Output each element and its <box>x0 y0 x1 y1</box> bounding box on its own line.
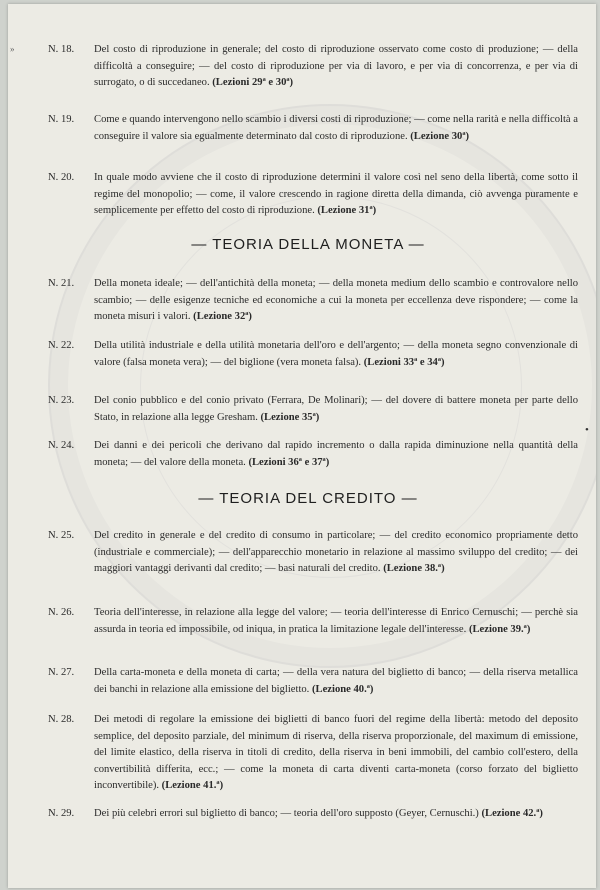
entry-lesson: (Lezioni 33ª e 34ª) <box>363 356 445 368</box>
entry-28 <box>48 712 578 795</box>
entry-number: N. 19. <box>48 114 75 125</box>
entry-number: N. 22. <box>48 340 75 351</box>
entry-lesson: (Lezione 31ª) <box>317 205 377 217</box>
entry-21 <box>48 276 578 326</box>
entry-25 <box>48 528 578 578</box>
entry-text: Dei danni e dei pericoli che derivano dal rapido incremento o dalla rapida diminuzione nella quantità della moneta; — del valore della moneta. <box>94 440 578 468</box>
entry-23 <box>48 393 578 426</box>
entry-number: N. 21. <box>48 278 75 289</box>
margin-tick: • <box>585 424 589 436</box>
entry-lesson: (Lezione 35ª) <box>260 411 320 423</box>
entry-text: Teoria dell'interesse, in relazione alla legge del valore; — teoria dell'interesse di Enrico Cernuschi; — perchè sia assurda in teoria ed impossibile, od iniqua, in pratica la limitazione legale dell'interesse. <box>94 607 578 635</box>
entry-lesson: (Lezione 32ª) <box>193 311 252 323</box>
entry-26 <box>48 605 578 638</box>
entry-number: N. 26. <box>48 607 75 618</box>
entry-text: Della moneta ideale; — dell'antichità della moneta; — della moneta medium dello scambio e controvalore nello scambio; — delle esigenze tecniche ed economiche a cui la moneta per eccellenza deve rispondere; — come la moneta misuri i valori. <box>94 278 578 323</box>
entry-text: Dei più celebri errori sul biglietto di banco; — teoria dell'oro supposto (Geyer, Cernuschi.) <box>94 808 479 819</box>
document-page <box>8 4 596 888</box>
margin-mark: » <box>10 44 15 54</box>
entry-text: Dei metodi di regolare la emissione dei biglietti di banco fuori del regime della libertà: metodo del deposito semplice, del deposito parziale, del minimum di riserva, della riserva proporzionale, del maximum di emissione, del limite elastico, della riserva in titoli di credito, della riserva in beni immobili, del cambio coll'estero, della convertibilità differita, ecc.; — come la moneta di carta diventi carta-moneta (corso forzato del biglietto inconvertibile). <box>94 714 578 792</box>
entry-number: N. 25. <box>48 530 75 541</box>
entry-text: Del credito in generale e del credito di consumo in particolare; — del credito economico propriamente detto (industriale e commerciale); — dell'apparecchio monetario in relazione al massimo sviluppo del credito; — dei maggiori vantaggi derivanti dal credito; — basi naturali del credito. <box>94 530 578 575</box>
entry-number: N. 18. <box>48 44 75 55</box>
entry-lesson: (Lezione 41.ª) <box>161 780 224 792</box>
entry-number: N. 20. <box>48 172 75 183</box>
entry-lesson: (Lezioni 36ª e 37ª) <box>248 456 330 468</box>
entry-18 <box>48 42 578 92</box>
entry-lesson: (Lezione 30ª) <box>410 130 470 142</box>
section-heading-moneta: — TEORIA DELLA MONETA — <box>191 236 425 253</box>
entry-text: Del conio pubblico e del conio privato (Ferrara, De Molinari); — del dovere di battere moneta per parte dello Stato, in relazione alla legge Gresham. <box>94 395 578 423</box>
entry-text: Del costo di riproduzione in generale; del costo di riproduzione osservato come costo di produzione; — della difficoltà a conseguire; — del costo di riproduzione per via di lavoro, e per via di concorrenza, e per via di surrogato, o di succedaneo. <box>94 44 578 89</box>
entry-text: Della carta-moneta e della moneta di carta; — della vera natura del biglietto di banco; — della riserva metallica dei banchi in relazione alla emissione del biglietto. <box>94 667 578 695</box>
entry-number: N. 29. <box>48 808 75 819</box>
section-heading-credito: — TEORIA DEL CREDITO — <box>198 490 418 507</box>
entry-text: Come e quando intervengono nello scambio i diversi costi di riproduzione; — come nella rarità e nella difficoltà a conseguire il valore sia egualmente determinato dal costo di riproduzione. <box>94 114 578 142</box>
entry-lesson: (Lezione 40.ª) <box>312 683 374 695</box>
entry-text: Della utilità industriale e della utilità monetaria dell'oro e dell'argento; — della moneta segno convenzionale di valore (falsa moneta vera); — del biglione (vera moneta falsa). <box>94 340 578 368</box>
entry-number: N. 28. <box>48 714 75 725</box>
entry-number: N. 23. <box>48 395 75 406</box>
entry-text: In quale modo avviene che il costo di riproduzione determini il valore così nel seno della libertà, come sotto il regime del monopolio; — come, il valore crescendo in ragione diretta della dimanda, ciò avvenga puramente e semplicemente per effetto del costo di riproduzione. <box>94 172 578 217</box>
entry-lesson: (Lezioni 29ª e 30ª) <box>212 77 294 89</box>
entry-lesson: (Lezione 42.ª) <box>481 808 543 819</box>
entry-29 <box>48 806 578 823</box>
entry-number: N. 27. <box>48 667 75 678</box>
entry-22 <box>48 338 578 371</box>
entry-20 <box>48 170 578 220</box>
entry-lesson: (Lezione 39.ª) <box>468 623 531 635</box>
entry-24 <box>48 438 578 471</box>
entry-27 <box>48 665 578 698</box>
entry-lesson: (Lezione 38.ª) <box>383 563 445 575</box>
entry-19 <box>48 112 578 145</box>
entry-number: N. 24. <box>48 440 75 451</box>
